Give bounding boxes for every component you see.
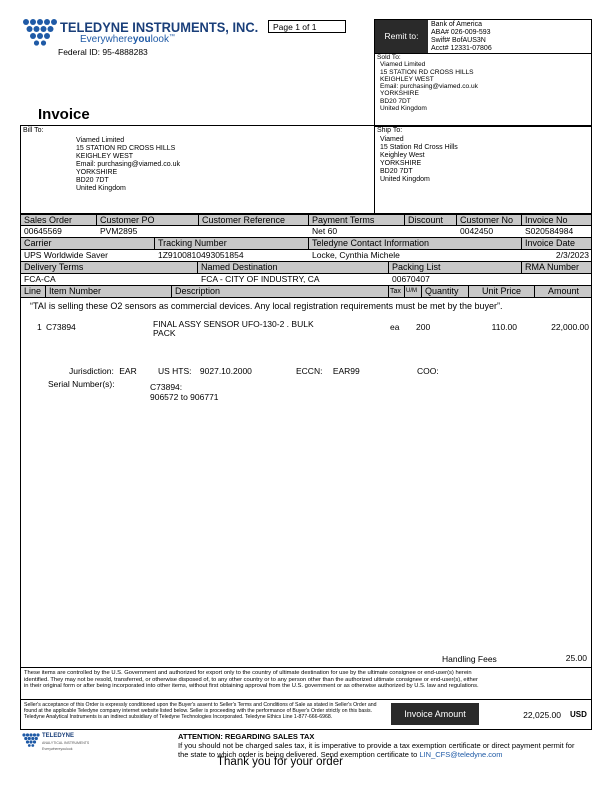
page-indicator bbox=[268, 20, 346, 33]
ship-to-label: Ship To: bbox=[377, 127, 403, 134]
row2-values bbox=[20, 250, 592, 262]
customer-no-label: Customer No bbox=[457, 215, 522, 226]
invoice-amount-currency: USD bbox=[570, 710, 587, 719]
carrier-label: Carrier bbox=[21, 238, 155, 249]
jurisdiction-label: Jurisdiction: bbox=[69, 366, 114, 376]
bill-to-block bbox=[20, 125, 375, 214]
carrier-value: UPS Worldwide Saver bbox=[24, 250, 108, 260]
export-statement: These items are controlled by the U.S. Government and authorized for export only to the country of ultimate destination for use by the ultimate consignee or end-user(s) herein identified. They may not be resold, transferred, or otherwise disposed of, to any other country or to any person other than the authorized ultimate consignee or end-user(s), either in their original form or after being incorporated into other items, without first obtaining approval from the U.S. government or as otherwise authorized by U.S. law and regulations. bbox=[24, 670, 479, 690]
eccn-info bbox=[296, 366, 360, 376]
delivery-terms-value: FCA-CA bbox=[24, 274, 56, 284]
federal-id: Federal ID: 95-4888283 bbox=[58, 47, 148, 57]
ship-to-address bbox=[380, 136, 458, 184]
jurisdiction-value: EAR bbox=[119, 366, 137, 376]
coo-label: COO: bbox=[417, 366, 439, 376]
serial-numbers-label: Serial Number(s): bbox=[48, 379, 115, 389]
row3-values bbox=[20, 274, 592, 286]
commercial-notice: “TAI is selling these O2 sensors as commercial devices. Any local registration requirements must be met by the buyer”. bbox=[30, 301, 503, 311]
row2-header bbox=[20, 238, 592, 250]
line-item-amount: 22,000.00 bbox=[551, 322, 589, 332]
bill-to-line: KEIGHLEY WEST bbox=[76, 153, 134, 160]
ship-to-line: YORKSHIRE bbox=[380, 160, 422, 167]
invoice-no-label: Invoice No bbox=[525, 215, 568, 225]
tax-header: Tax bbox=[389, 286, 405, 297]
tracking-value: 1Z9100810493051854 bbox=[158, 250, 244, 260]
contact-value: Locke, Cynthia Michele bbox=[312, 250, 400, 260]
line-items-body bbox=[20, 298, 592, 668]
sales-tax-attention bbox=[178, 732, 578, 759]
remit-label: Remit to: bbox=[375, 20, 428, 53]
coo-info bbox=[417, 366, 439, 376]
sold-to-line: 15 STATION RD CROSS HILLS bbox=[380, 68, 474, 76]
sold-to-label: Sold To: bbox=[377, 54, 401, 61]
customer-reference-label: Customer Reference bbox=[199, 215, 309, 226]
handling-fees-value: 25.00 bbox=[565, 653, 587, 663]
remit-line: ABA# 026-009-593 bbox=[431, 29, 491, 36]
tracking-label: Tracking Number bbox=[155, 238, 309, 249]
bill-to-label: Bill To: bbox=[23, 127, 44, 134]
sold-to-content bbox=[377, 54, 478, 112]
named-destination-value: FCA - CITY OF INDUSTRY, CA bbox=[201, 274, 320, 284]
footer-logo-sub-1: ANALYTICAL INSTRUMENTS bbox=[42, 741, 90, 745]
bill-to-line: 15 STATION RD CROSS HILLS bbox=[76, 145, 176, 152]
attention-text: If you should not be charged sales tax, it is imperative to provide a tax exemption certificate or direct payment permit for the state to which order is being delivered. Send exemption certificate to bbox=[178, 741, 575, 759]
line-item-description bbox=[153, 320, 314, 338]
quantity-header: Quantity bbox=[422, 286, 469, 297]
sales-order-label: Sales Order bbox=[21, 215, 97, 226]
page-indicator-text: Page 1 of 1 bbox=[273, 22, 317, 32]
serial-range: 906572 to 906771 bbox=[150, 392, 219, 402]
footer-logo bbox=[22, 733, 112, 763]
serial-numbers bbox=[150, 382, 219, 402]
line-item-um: ea bbox=[390, 322, 400, 332]
document-title: Invoice bbox=[38, 106, 90, 123]
sold-to-line: YORKSHIRE bbox=[380, 90, 419, 98]
payment-terms-label: Payment Terms bbox=[309, 215, 405, 226]
invoice-no-value: S020584984 bbox=[525, 226, 574, 236]
line-item-number: C73894 bbox=[46, 322, 76, 332]
line-items-header bbox=[20, 286, 592, 298]
delivery-terms-label: Delivery Terms bbox=[21, 262, 198, 273]
remit-line: Swift# BofAUS3N bbox=[431, 37, 486, 44]
um-header: U/M bbox=[405, 286, 422, 297]
teledyne-mark-icon bbox=[22, 18, 58, 48]
row1-values bbox=[20, 226, 592, 238]
sold-to-line: KEIGHLEY WEST bbox=[380, 75, 434, 83]
discount-label: Discount bbox=[405, 215, 457, 226]
export-info bbox=[69, 366, 137, 376]
invoice-date-label: Invoice Date bbox=[525, 238, 576, 248]
exemption-email-link[interactable]: LIN_CFS@teledyne.com bbox=[419, 750, 503, 759]
tagline-tm: ™ bbox=[168, 34, 175, 40]
invoice-amount-label: Invoice Amount bbox=[391, 703, 479, 725]
tagline-every: Everywhere bbox=[80, 34, 133, 45]
customer-no-value: 0042450 bbox=[460, 226, 494, 236]
row3-header bbox=[20, 262, 592, 274]
line-item-description-2: PACK bbox=[153, 328, 176, 338]
bill-to-line: YORKSHIRE bbox=[76, 169, 118, 176]
thank-you: Thank you for your order bbox=[217, 756, 343, 768]
hts-info bbox=[158, 366, 252, 376]
terms-statement: Seller's acceptance of this Order is expressly conditioned upon the Buyer's assent to Seller's Terms and Conditions of Sale as stated in Seller's Order and found at the applicable Teledyne company internet website listed below. Seller is proceeding with the performance of Buyer's Order strictly on this basis. Teledyne Analytical Instruments is an indirect subsidiary of Teledyne Technologies Incorporated. Teledyne Ethics Line 1-877-666-6968. bbox=[24, 702, 377, 720]
ship-to-block bbox=[374, 125, 592, 214]
contact-label: Teledyne Contact Information bbox=[309, 238, 522, 249]
terms-block bbox=[20, 700, 592, 730]
packing-list-label: Packing List bbox=[389, 262, 522, 273]
ship-to-line: 15 Station Rd Cross Hills bbox=[380, 144, 458, 151]
remit-line: Acct# 12331-07806 bbox=[431, 45, 492, 52]
company-name: TELEDYNE INSTRUMENTS, INC. bbox=[60, 19, 259, 35]
row1-header bbox=[20, 214, 592, 226]
bill-to-line: Email: purchasing@viamed.co.uk bbox=[76, 161, 180, 168]
ship-to-line: BD20 7DT bbox=[380, 168, 413, 175]
sold-to-line: BD20 7DT bbox=[380, 97, 411, 105]
export-statement-block bbox=[20, 668, 592, 700]
hts-value: 9027.10.2000 bbox=[199, 366, 252, 376]
footer-logo-text: TELEDYNE bbox=[42, 733, 75, 739]
ship-to-line: Viamed bbox=[380, 136, 404, 143]
ship-to-line: Keighley West bbox=[380, 152, 425, 159]
sold-to-line: United Kingdom bbox=[380, 105, 427, 113]
line-item-line: 1 bbox=[37, 322, 42, 332]
sold-to-block bbox=[374, 53, 592, 127]
teledyne-mark-small-icon bbox=[22, 733, 40, 748]
remit-line: Bank of America bbox=[431, 21, 482, 28]
remit-lines bbox=[431, 21, 492, 53]
customer-po-label: Customer PO bbox=[97, 215, 199, 226]
bill-to-line: Viamed Limited bbox=[76, 137, 125, 144]
amount-header: Amount bbox=[547, 286, 580, 296]
eccn-value: EAR99 bbox=[332, 366, 360, 376]
ship-to-line: United Kingdom bbox=[380, 176, 430, 183]
customer-po-value: PVM2895 bbox=[100, 226, 138, 236]
footer-logo-sub-2: Everywhereyoulook bbox=[42, 747, 73, 751]
unit-price-header: Unit Price bbox=[469, 286, 535, 297]
serial-item: C73894: bbox=[150, 382, 183, 392]
eccn-label: ECCN: bbox=[296, 366, 323, 376]
named-destination-label: Named Destination bbox=[198, 262, 389, 273]
payment-terms-value: Net 60 bbox=[312, 226, 338, 236]
rma-label: RMA Number bbox=[525, 262, 580, 272]
company-tagline bbox=[80, 34, 175, 45]
bill-to-line: BD20 7DT bbox=[76, 177, 109, 184]
sold-to-line: Email: purchasing@viamed.co.uk bbox=[380, 83, 478, 91]
sales-order-value: 00645569 bbox=[24, 226, 62, 236]
attention-title: ATTENTION: REGARDING SALES TAX bbox=[178, 732, 315, 741]
tagline-look: look bbox=[150, 34, 169, 45]
bill-to-line: United Kingdom bbox=[76, 185, 126, 192]
packing-list-value: 00670407 bbox=[392, 274, 430, 284]
invoice-date-value: 2/3/2023 bbox=[555, 250, 589, 260]
remit-block bbox=[374, 19, 592, 54]
hts-label: US HTS: bbox=[158, 366, 192, 376]
line-header: Line bbox=[21, 286, 46, 297]
line-item-quantity: 200 bbox=[416, 322, 431, 332]
description-header: Description bbox=[172, 286, 389, 297]
sold-to-line: Viamed Limited bbox=[380, 61, 426, 69]
bill-to-address bbox=[76, 137, 180, 193]
line-item-unit-price: 110.00 bbox=[491, 322, 517, 332]
handling-fees-label: Handling Fees bbox=[442, 654, 497, 664]
tagline-you: you bbox=[132, 34, 151, 45]
invoice-amount-value: 22,025.00 bbox=[523, 710, 561, 720]
line-item-description-1: FINAL ASSY SENSOR UFO-130-2 . BULK bbox=[153, 319, 314, 329]
item-number-header: Item Number bbox=[46, 286, 172, 297]
